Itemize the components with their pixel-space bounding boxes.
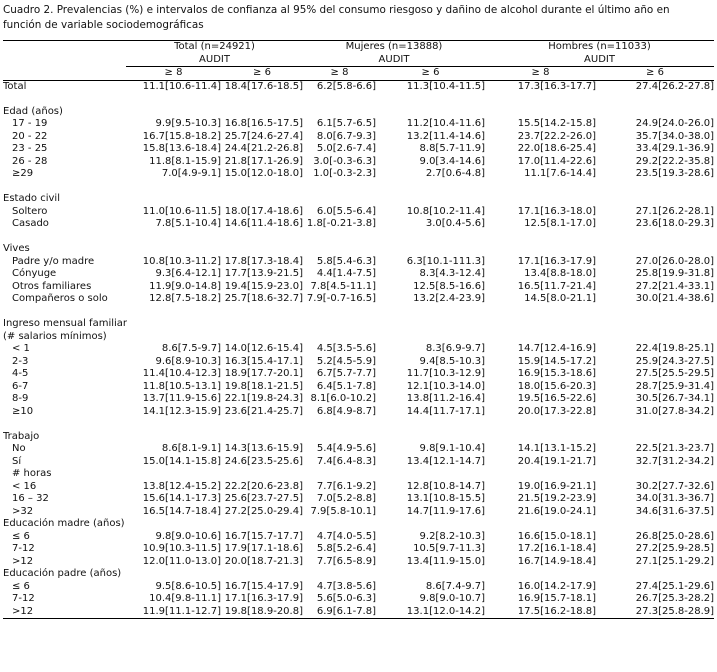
value-cell: 5.2[4.5-5.9] xyxy=(316,355,376,367)
value-cell: 15.0[12.0-18.0] xyxy=(224,168,303,179)
value-cell: 35.7[34.0-38.0] xyxy=(635,130,715,142)
section-label: Ingreso mensual familiar xyxy=(3,318,128,329)
section-label: Vives xyxy=(3,243,30,254)
table-row xyxy=(3,506,714,519)
value-cell: 24.9[24.0-26.0] xyxy=(635,118,715,129)
value-cell: 16.6[15.0-18.1] xyxy=(517,530,597,542)
section-row xyxy=(3,431,714,444)
row-label: 16 – 32 xyxy=(12,493,49,504)
value-cell: 8.8[5.7-11.9] xyxy=(419,143,486,154)
value-cell: 8.3[6.9-9.7] xyxy=(425,343,486,354)
table-body xyxy=(3,80,714,619)
value-cell: 13.2[11.4-14.6] xyxy=(406,130,486,142)
value-cell: 11.3[10.4-11.5] xyxy=(406,80,486,92)
subheader-ge6: ≥ 6 xyxy=(221,67,303,81)
value-cell: 18.9[17.7-20.1] xyxy=(224,368,303,379)
value-cell: 8.6[8.1-9.1] xyxy=(161,443,221,454)
table-row xyxy=(3,481,714,494)
value-cell: 7.8[5.1-10.4] xyxy=(155,218,221,229)
row-label: < 16 xyxy=(12,480,37,492)
value-cell: 25.6[23.7-27.5] xyxy=(224,493,303,504)
value-cell: 12.1[10.3-14.0] xyxy=(406,380,486,392)
value-cell: 16.7[15.7-17.7] xyxy=(224,530,303,542)
value-cell: 9.2[8.2-10.3] xyxy=(419,530,486,542)
table-row xyxy=(3,381,714,394)
value-cell: 32.7[31.2-34.2] xyxy=(635,455,715,467)
value-cell: 14.1[13.1-15.2] xyxy=(517,443,597,454)
value-cell: 11.1[7.6-14.4] xyxy=(524,168,597,179)
value-cell: 16.5[14.7-18.4] xyxy=(142,505,221,517)
row-label: 2-3 xyxy=(12,355,29,367)
table-row xyxy=(3,493,714,506)
table-row xyxy=(3,156,714,169)
header-blank xyxy=(3,67,126,81)
value-cell: 30.0[21.4-38.6] xyxy=(635,293,715,304)
value-cell: 23.6[21.4-25.7] xyxy=(224,405,303,417)
value-cell: 9.8[9.0-10.7] xyxy=(419,593,486,604)
table-row xyxy=(3,543,714,556)
table-row xyxy=(3,531,714,544)
value-cell: 17.9[17.1-18.6] xyxy=(224,543,303,554)
table-row xyxy=(3,256,714,269)
section-label: Educación padre (años) xyxy=(3,568,122,579)
value-cell: 11.2[10.4-11.6] xyxy=(406,118,486,129)
table-row xyxy=(3,268,714,281)
value-cell: 27.3[25.8-28.9] xyxy=(596,606,714,619)
section-label: Edad (años) xyxy=(3,105,63,117)
value-cell: 27.5[25.5-29.5] xyxy=(635,368,715,379)
value-cell: 14.7[11.9-17.6] xyxy=(406,505,486,517)
row-label: Casado xyxy=(12,218,49,229)
value-cell: 13.7[11.9-15.6] xyxy=(142,393,221,404)
value-cell: 16.9[15.3-18.6] xyxy=(517,368,597,379)
value-cell: 27.2[25.9-28.5] xyxy=(635,543,715,554)
value-cell: 10.4[9.8-11.1] xyxy=(149,593,221,604)
value-cell: 21.6[19.0-24.1] xyxy=(517,505,597,517)
value-cell: 14.1[12.3-15.9] xyxy=(142,405,221,417)
value-cell: 9.3[6.4-12.1] xyxy=(155,268,221,279)
value-cell: 7.9[5.8-10.1] xyxy=(310,505,376,517)
section-row xyxy=(3,468,714,481)
header-group-total: Total (n=24921) xyxy=(126,41,303,54)
value-cell: 17.8[17.3-18.4] xyxy=(224,255,303,267)
value-cell: 11.1[10.6-11.4] xyxy=(142,80,221,92)
row-label: 8-9 xyxy=(12,393,29,404)
row-label: 20 - 22 xyxy=(12,130,48,142)
table-row xyxy=(3,343,714,356)
table-row xyxy=(3,293,714,306)
section-label: # horas xyxy=(12,468,52,479)
row-label: 4-5 xyxy=(12,368,29,379)
value-cell: 16.5[11.7-21.4] xyxy=(517,280,597,292)
value-cell: 19.0[16.9-21.1] xyxy=(517,480,597,492)
value-cell: 29.2[22.2-35.8] xyxy=(635,155,715,167)
value-cell: 16.7[15.4-17.9] xyxy=(224,580,303,592)
value-cell: 11.0[10.6-11.5] xyxy=(142,205,221,217)
section-row xyxy=(3,568,714,581)
value-cell: 13.1[12.0-14.2] xyxy=(376,606,485,619)
value-cell: 5.6[5.0-6.3] xyxy=(316,593,376,604)
value-cell: 13.4[12.1-14.7] xyxy=(406,455,486,467)
row-label: 23 - 25 xyxy=(12,143,48,154)
row-label: Total xyxy=(3,80,27,92)
row-label: Soltero xyxy=(12,205,48,217)
table-row xyxy=(3,368,714,381)
section-label: (# salarios mínimos) xyxy=(3,330,107,342)
table-row xyxy=(3,393,714,406)
value-cell: 8.0[6.7-9.3] xyxy=(316,130,376,142)
header-blank xyxy=(3,54,126,67)
value-cell: 11.9[11.1-12.7] xyxy=(126,606,221,619)
value-cell: 34.0[31.3-36.7] xyxy=(635,493,715,504)
table-row xyxy=(3,80,714,93)
spacer-cell xyxy=(3,231,714,244)
value-cell: 13.4[11.9-15.0] xyxy=(406,555,486,567)
value-cell: 24.6[23.5-25.6] xyxy=(224,455,303,467)
table-row xyxy=(3,281,714,294)
value-cell: 3.0[-0.3-6.3] xyxy=(313,155,376,167)
value-cell: 6.1[5.7-6.5] xyxy=(316,118,376,129)
value-cell: 27.1[26.2-28.1] xyxy=(635,205,715,217)
value-cell: 17.1[16.3-18.0] xyxy=(517,205,597,217)
value-cell: 8.6[7.5-9.7] xyxy=(161,343,221,354)
value-cell: 12.5[8.5-16.6] xyxy=(413,280,486,292)
value-cell: 8.3[4.3-12.4] xyxy=(419,268,486,279)
spacer-cell xyxy=(3,418,714,431)
value-cell: 5.8[5.2-6.4] xyxy=(316,543,376,554)
value-cell: 13.2[2.4-23.9] xyxy=(413,293,486,304)
table-row xyxy=(3,131,714,144)
value-cell: 27.4[25.1-29.6] xyxy=(635,580,715,592)
value-cell: 16.7[15.8-18.2] xyxy=(142,130,221,142)
table-caption: Cuadro 2. Prevalencias (%) e intervalos de confianza al 95% del consumo riesgoso y dañino de alcohol durante el último año en función de variable sociodemográficas xyxy=(3,4,670,31)
row-spacer xyxy=(3,231,714,244)
value-cell: 24.4[21.2-26.8] xyxy=(224,143,303,154)
table-row xyxy=(3,206,714,219)
value-cell: 31.0[27.8-34.2] xyxy=(635,405,715,417)
value-cell: 8.1[6.0-10.2] xyxy=(310,393,376,404)
row-label: Sí xyxy=(12,455,22,467)
value-cell: 28.7[25.9-31.4] xyxy=(635,380,715,392)
row-label: ≤ 6 xyxy=(12,530,30,542)
value-cell: 9.9[9.5-10.3] xyxy=(155,118,221,129)
value-cell: 4.5[3.5-5.6] xyxy=(316,343,376,354)
value-cell: 17.2[16.1-18.4] xyxy=(517,543,597,554)
section-label: Trabajo xyxy=(3,430,40,442)
value-cell: 22.2[20.6-23.8] xyxy=(224,480,303,492)
header-group-mujeres: Mujeres (n=13888) xyxy=(303,41,485,54)
value-cell: 16.0[14.2-17.9] xyxy=(517,580,597,592)
row-spacer xyxy=(3,93,714,106)
value-cell: 17.0[11.4-22.6] xyxy=(517,155,597,167)
value-cell: 20.4[19.1-21.7] xyxy=(517,455,597,467)
row-label: 7-12 xyxy=(12,593,35,604)
value-cell: 22.1[19.8-24.3] xyxy=(224,393,303,404)
row-label: >32 xyxy=(12,505,34,517)
row-label: Cónyuge xyxy=(12,268,57,279)
value-cell: 7.9[-0.7-16.5] xyxy=(306,293,376,304)
value-cell: 9.8[9.0-10.6] xyxy=(155,530,221,542)
row-label: >12 xyxy=(12,555,34,567)
row-spacer xyxy=(3,306,714,319)
value-cell: 22.5[21.3-23.7] xyxy=(635,443,715,454)
value-cell: 18.4[17.6-18.5] xyxy=(224,80,303,92)
value-cell: 13.1[10.8-15.5] xyxy=(406,493,486,504)
table-row xyxy=(3,118,714,131)
value-cell: 8.6[7.4-9.7] xyxy=(425,580,486,592)
value-cell: 26.8[25.0-28.6] xyxy=(635,530,715,542)
value-cell: 17.5[16.2-18.8] xyxy=(485,606,596,619)
subheader-ge6: ≥ 6 xyxy=(376,67,485,81)
row-label: < 1 xyxy=(12,343,30,354)
value-cell: 9.4[8.5-10.3] xyxy=(419,355,486,367)
value-cell: 15.6[14.1-17.3] xyxy=(142,493,221,504)
value-cell: 26.7[25.3-28.2] xyxy=(635,593,715,604)
value-cell: 34.6[31.6-37.5] xyxy=(635,505,715,517)
value-cell: 18.0[17.4-18.6] xyxy=(224,205,303,217)
value-cell: 16.3[15.4-17.1] xyxy=(224,355,303,367)
row-label: >12 xyxy=(3,606,126,619)
row-spacer xyxy=(3,181,714,194)
row-label: 6-7 xyxy=(12,380,29,392)
row-spacer xyxy=(3,418,714,431)
value-cell: 6.2[5.8-6.6] xyxy=(316,80,376,92)
value-cell: 33.4[29.1-36.9] xyxy=(635,143,715,154)
value-cell: 11.7[10.3-12.9] xyxy=(406,368,486,379)
value-cell: 9.8[9.1-10.4] xyxy=(419,443,486,454)
value-cell: 4.7[3.8-5.6] xyxy=(316,580,376,592)
section-row xyxy=(3,243,714,256)
section-row xyxy=(3,193,714,206)
value-cell: 6.0[5.5-6.4] xyxy=(316,205,376,217)
value-cell: 14.5[8.0-21.1] xyxy=(524,293,597,304)
row-label: 7-12 xyxy=(12,543,35,554)
value-cell: 27.0[26.0-28.0] xyxy=(635,255,715,267)
subheader-ge8: ≥ 8 xyxy=(485,67,596,81)
value-cell: 12.8[7.5-18.2] xyxy=(149,293,221,304)
value-cell: 12.8[10.8-14.7] xyxy=(406,480,486,492)
value-cell: 3.0[0.4-5.6] xyxy=(425,218,486,229)
value-cell: 6.4[5.1-7.8] xyxy=(316,380,376,392)
table-row xyxy=(3,168,714,181)
row-label: ≤ 6 xyxy=(12,580,30,592)
section-row xyxy=(3,318,714,331)
value-cell: 1.0[-0.3-2.3] xyxy=(313,168,376,179)
prevalence-table xyxy=(3,40,714,619)
row-label: No xyxy=(12,443,26,454)
section-label: Estado civil xyxy=(3,193,60,204)
value-cell: 23.6[18.0-29.3] xyxy=(635,218,715,229)
value-cell: 6.9[6.1-7.8] xyxy=(303,606,376,619)
value-cell: 25.8[19.9-31.8] xyxy=(635,268,715,279)
value-cell: 14.6[11.4-18.6] xyxy=(224,218,303,229)
value-cell: 6.7[5.7-7.7] xyxy=(316,368,376,379)
value-cell: 15.8[13.6-18.4] xyxy=(142,143,221,154)
table-row xyxy=(3,218,714,231)
table-row xyxy=(3,443,714,456)
value-cell: 15.5[14.2-15.8] xyxy=(517,118,597,129)
row-label: Otros familiares xyxy=(12,280,92,292)
section-row xyxy=(3,518,714,531)
value-cell: 14.7[12.4-16.9] xyxy=(517,343,597,354)
value-cell: 20.0[17.3-22.8] xyxy=(517,405,597,417)
section-row xyxy=(3,106,714,119)
value-cell: 16.9[15.7-18.1] xyxy=(517,593,597,604)
value-cell: 7.7[6.5-8.9] xyxy=(316,555,376,567)
row-label: Padre y/o madre xyxy=(12,255,95,267)
spacer-cell xyxy=(3,181,714,194)
table-row xyxy=(3,581,714,594)
value-cell: 23.5[19.3-28.6] xyxy=(635,168,715,179)
table-row xyxy=(3,406,714,419)
value-cell: 9.5[8.6-10.5] xyxy=(155,580,221,592)
value-cell: 4.4[1.4-7.5] xyxy=(316,268,376,279)
value-cell: 5.8[5.4-6.3] xyxy=(316,255,376,267)
table-row xyxy=(3,593,714,606)
value-cell: 16.8[16.5-17.5] xyxy=(224,118,303,129)
value-cell: 22.0[18.6-25.4] xyxy=(517,143,597,154)
value-cell: 12.0[11.0-13.0] xyxy=(142,555,221,567)
value-cell: 19.4[15.9-23.0] xyxy=(224,280,303,292)
value-cell: 11.9[9.0-14.8] xyxy=(149,280,221,292)
value-cell: 10.8[10.3-11.2] xyxy=(142,255,221,267)
value-cell: 30.2[27.7-32.6] xyxy=(635,480,715,492)
row-label: ≥29 xyxy=(12,168,34,179)
value-cell: 15.0[14.1-15.8] xyxy=(142,455,221,467)
table-row xyxy=(3,606,714,619)
value-cell: 21.8[17.1-26.9] xyxy=(224,155,303,167)
section-row xyxy=(3,331,714,344)
value-cell: 9.6[8.9-10.3] xyxy=(155,355,221,367)
value-cell: 13.8[12.4-15.2] xyxy=(142,480,221,492)
value-cell: 22.4[19.8-25.1] xyxy=(635,343,715,354)
value-cell: 23.7[22.2-26.0] xyxy=(517,130,597,142)
value-cell: 1.8[-0.21-3.8] xyxy=(306,218,376,229)
value-cell: 13.4[8.8-18.0] xyxy=(524,268,597,279)
subheader-ge8: ≥ 8 xyxy=(126,67,221,81)
value-cell: 10.9[10.3-11.5] xyxy=(142,543,221,554)
value-cell: 19.8[18.1-21.5] xyxy=(224,380,303,392)
spacer-cell xyxy=(3,93,714,106)
value-cell: 11.8[8.1-15.9] xyxy=(149,155,221,167)
value-cell: 20.0[18.7-21.3] xyxy=(224,555,303,567)
value-cell: 4.7[4.0-5.5] xyxy=(316,530,376,542)
table-row xyxy=(3,556,714,569)
header-group-hombres: Hombres (n=11033) xyxy=(485,41,714,54)
row-label: Compañeros o solo xyxy=(12,293,108,304)
value-cell: 11.4[10.4-12.3] xyxy=(142,368,221,379)
table-row xyxy=(3,356,714,369)
value-cell: 7.4[6.4-8.3] xyxy=(316,455,376,467)
value-cell: 6.8[4.9-8.7] xyxy=(316,405,376,417)
value-cell: 17.7[13.9-21.5] xyxy=(224,268,303,279)
value-cell: 27.2[21.4-33.1] xyxy=(635,280,715,292)
value-cell: 19.5[16.5-22.6] xyxy=(517,393,597,404)
value-cell: 15.9[14.5-17.2] xyxy=(517,355,597,367)
subheader-ge8: ≥ 8 xyxy=(303,67,376,81)
table-row xyxy=(3,143,714,156)
value-cell: 7.8[4.5-11.1] xyxy=(310,280,376,292)
value-cell: 5.4[4.9-5.6] xyxy=(316,443,376,454)
value-cell: 27.4[26.2-27.8] xyxy=(635,80,715,92)
row-label: 17 - 19 xyxy=(12,118,48,129)
header-blank xyxy=(3,41,126,54)
value-cell: 5.0[2.6-7.4] xyxy=(316,143,376,154)
section-label: Educación madre (años) xyxy=(3,518,125,529)
header-audit-hombres: AUDIT xyxy=(485,54,714,67)
value-cell: 17.3[16.3-17.7] xyxy=(517,80,597,92)
value-cell: 10.8[10.2-11.4] xyxy=(406,205,486,217)
value-cell: 14.0[12.6-15.4] xyxy=(224,343,303,354)
value-cell: 27.2[25.0-29.4] xyxy=(224,505,303,517)
value-cell: 2.7[0.6-4.8] xyxy=(425,168,486,179)
value-cell: 25.9[24.3-27.5] xyxy=(635,355,715,367)
value-cell: 7.0[5.2-8.8] xyxy=(316,493,376,504)
value-cell: 30.5[26.7-34.1] xyxy=(635,393,715,404)
table-row xyxy=(3,456,714,469)
value-cell: 7.7[6.1-9.2] xyxy=(316,480,376,492)
value-cell: 9.0[3.4-14.6] xyxy=(419,155,486,167)
value-cell: 14.4[11.7-17.1] xyxy=(406,405,486,417)
row-label: ≥10 xyxy=(12,405,34,417)
value-cell: 14.3[13.6-15.9] xyxy=(224,443,303,454)
value-cell: 13.8[11.2-16.4] xyxy=(406,393,486,404)
value-cell: 12.5[8.1-17.0] xyxy=(524,218,597,229)
value-cell: 7.0[4.9-9.1] xyxy=(161,168,221,179)
value-cell: 25.7[18.6-32.7] xyxy=(224,293,303,304)
value-cell: 11.8[10.5-13.1] xyxy=(142,380,221,392)
value-cell: 6.3[10.1-111.3] xyxy=(406,255,486,267)
value-cell: 17.1[16.3-17.9] xyxy=(517,255,597,267)
value-cell: 27.1[25.1-29.2] xyxy=(635,555,715,567)
table-header xyxy=(3,41,714,81)
value-cell: 18.0[15.6-20.3] xyxy=(517,380,597,392)
header-audit-total: AUDIT xyxy=(126,54,303,67)
value-cell: 16.7[14.9-18.4] xyxy=(517,555,597,567)
row-label: 26 - 28 xyxy=(12,155,48,167)
value-cell: 17.1[16.3-17.9] xyxy=(224,593,303,604)
value-cell: 21.5[19.2-23.9] xyxy=(517,493,597,504)
value-cell: 25.7[24.6-27.4] xyxy=(224,130,303,142)
spacer-cell xyxy=(3,306,714,319)
header-audit-mujeres: AUDIT xyxy=(303,54,485,67)
value-cell: 19.8[18.9-20.8] xyxy=(221,606,303,619)
subheader-ge6: ≥ 6 xyxy=(596,67,714,81)
value-cell: 10.5[9.7-11.3] xyxy=(413,543,486,554)
